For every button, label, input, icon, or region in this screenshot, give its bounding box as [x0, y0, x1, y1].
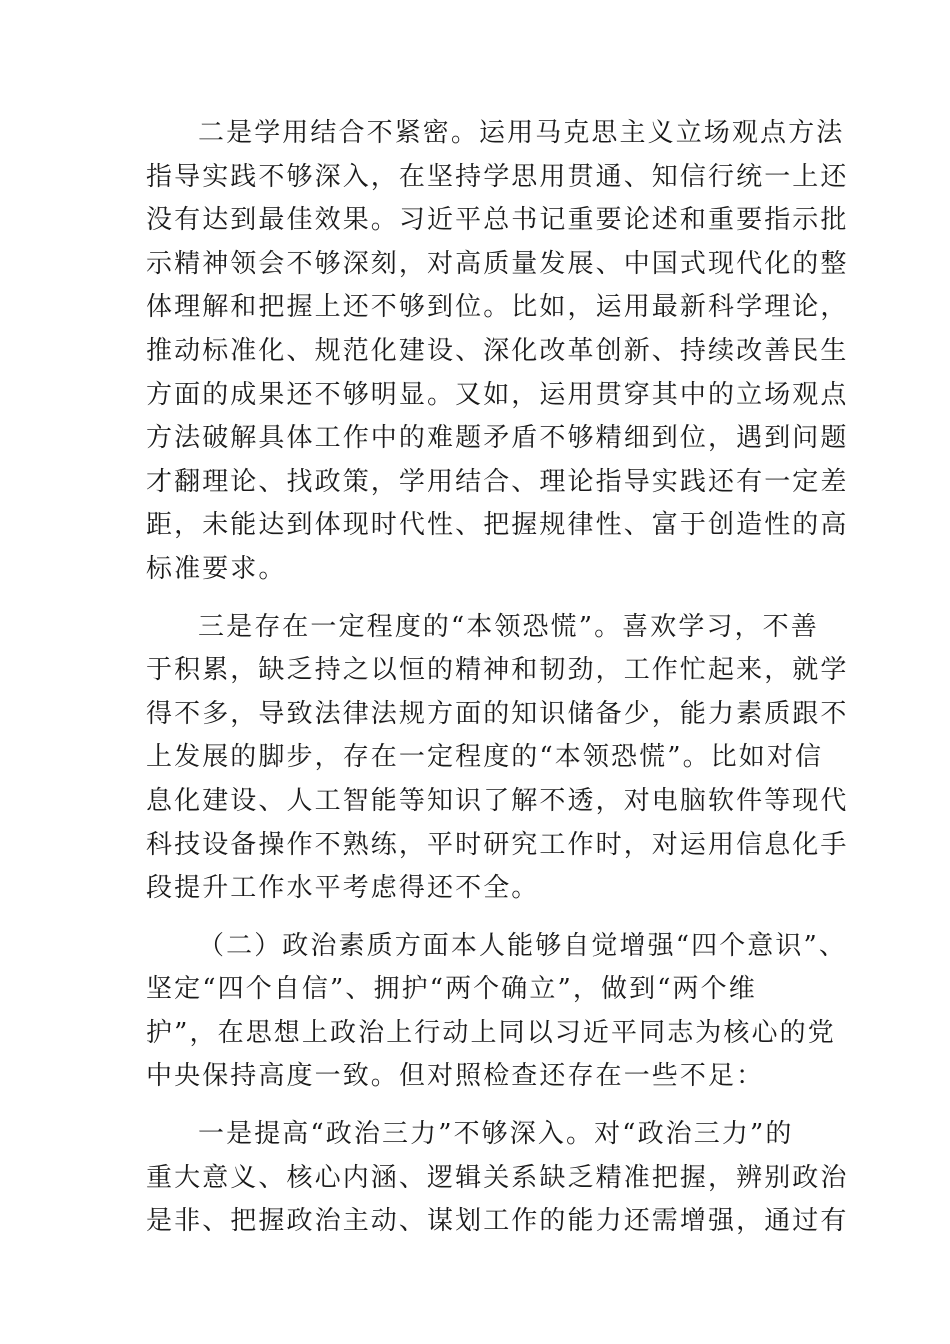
text-line: 息化建设、人工智能等知识了解不透，对电脑软件等现代	[146, 785, 849, 816]
text-line: 距，未能达到体现时代性、把握规律性、富于创造性的高	[146, 510, 849, 541]
text-line: 推动标准化、规范化建设、深化改革创新、持续改善民生	[146, 335, 849, 366]
text-line: （二）政治素质方面本人能够自觉增强“四个意识”、	[198, 930, 847, 961]
text-line: 于积累，缺乏持之以恒的精神和韧劲，工作忙起来，就学	[146, 655, 849, 686]
text-line: 标准要求。	[146, 553, 287, 584]
text-line: 重大意义、核心内涵、逻辑关系缺乏精准把握，辨别政治	[146, 1162, 849, 1193]
document-body	[146, 112, 849, 1258]
text-line: 指导实践不够深入，在坚持学思用贯通、知信行统一上还	[146, 161, 849, 192]
text-line: 一是提高“政治三力”不够深入。对“政治三力”的	[198, 1119, 794, 1150]
text-line: 没有达到最佳效果。习近平总书记重要论述和重要指示批	[146, 205, 849, 236]
paragraph-political-abilities	[146, 1113, 849, 1244]
text-line: 才翻理论、找政策，学用结合、理论指导实践还有一定差	[146, 466, 849, 497]
paragraph-study-application	[146, 112, 849, 592]
text-line: 方法破解具体工作中的难题矛盾不够精细到位，遇到问题	[146, 423, 849, 454]
text-line: 段提升工作水平考虑得还不全。	[146, 873, 540, 904]
text-line: 是非、把握政治主动、谋划工作的能力还需增强，通过有	[146, 1206, 849, 1237]
text-line: 二是学用结合不紧密。运用马克思主义立场观点方法	[198, 118, 845, 148]
text-line: 坚定“四个自信”、拥护“两个确立”，做到“两个维	[146, 974, 757, 1005]
paragraph-skill-panic	[146, 606, 849, 911]
text-line: 科技设备操作不熟练，平时研究工作时，对运用信息化手	[146, 829, 849, 860]
text-line: 上发展的脚步，存在一定程度的“本领恐慌”。比如对信	[146, 742, 824, 773]
text-line: 体理解和把握上还不够到位。比如，运用最新科学理论，	[146, 292, 849, 323]
paragraph-political-quality	[146, 925, 847, 1099]
text-line: 中央保持高度一致。但对照检查还存在一些不足：	[146, 1061, 765, 1092]
text-line: 方面的成果还不够明显。又如，运用贯穿其中的立场观点	[146, 379, 849, 410]
text-line: 示精神领会不够深刻，对高质量发展、中国式现代化的整	[146, 248, 849, 279]
text-line: 得不多，导致法律法规方面的知识储备少，能力素质跟不	[146, 698, 849, 729]
text-line: 护”，在思想上政治上行动上同以习近平同志为核心的党	[146, 1017, 836, 1048]
text-line: 三是存在一定程度的“本领恐慌”。喜欢学习，不善	[198, 611, 819, 642]
